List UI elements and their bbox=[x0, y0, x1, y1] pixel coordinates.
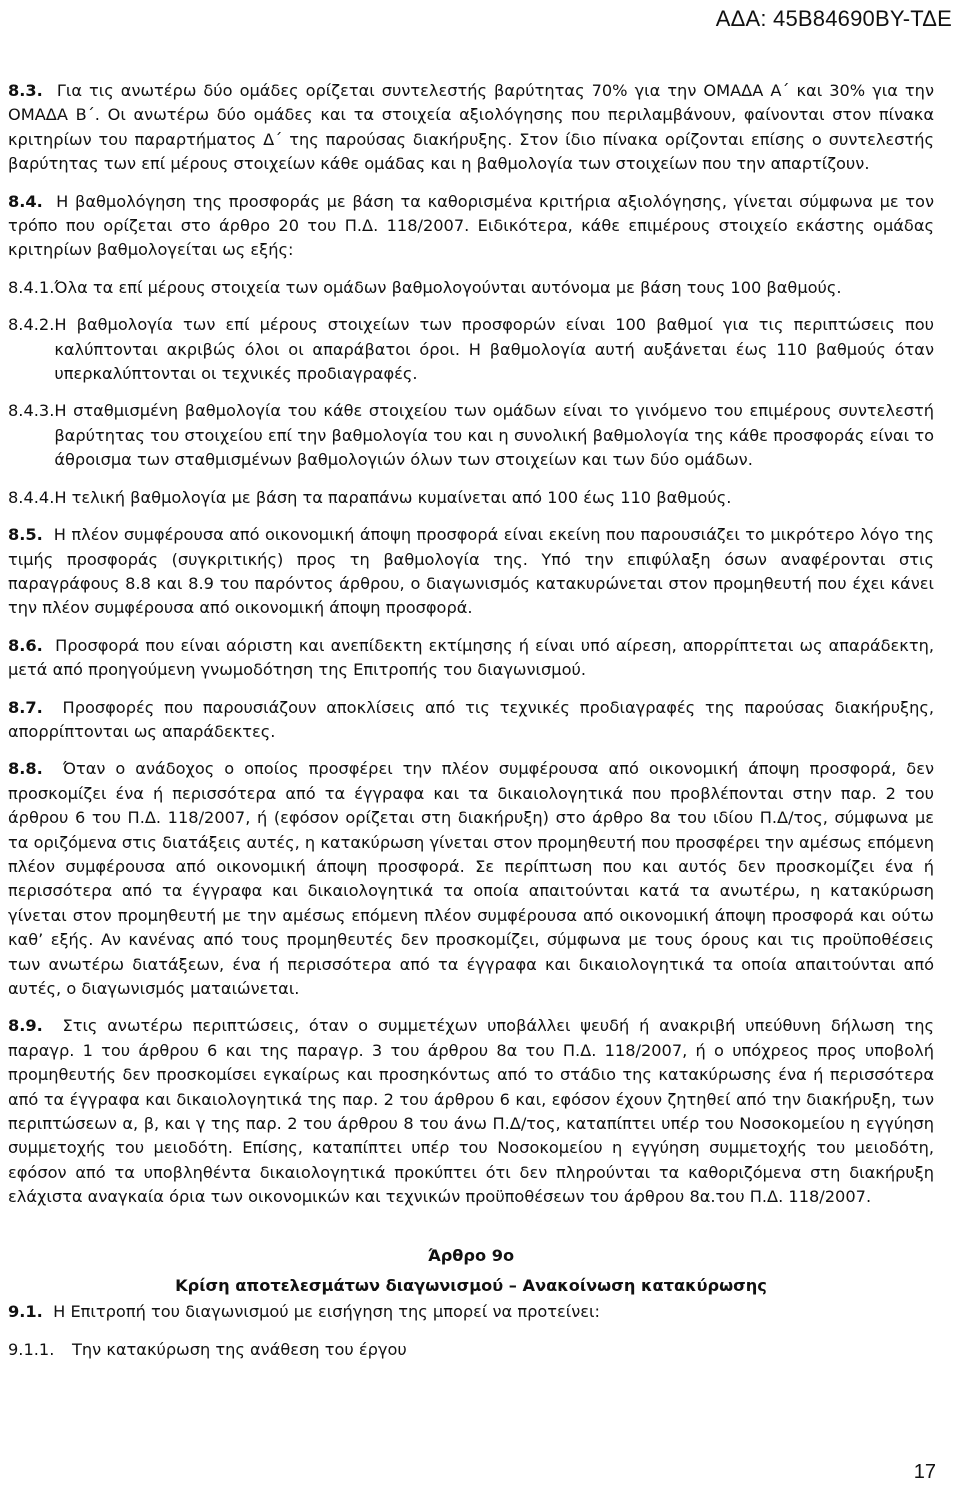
subparagraph-number: 8.4.4. bbox=[8, 487, 55, 507]
paragraph-number: 8.3. bbox=[8, 81, 43, 100]
paragraph-number: 8.7. bbox=[8, 697, 43, 717]
ada-code: ΑΔΑ: 45Β84690ΒΥ-ΤΔΕ bbox=[715, 6, 952, 31]
paragraph-text: Η πλέον συμφέρουσα από οικονομική άποψη προσφορά είναι εκείνη που παρουσιάζει το μικρότερο λόγο της τιμής προσφοράς (συγκριτικής) προς τη βαθμολογία της. Υπό την επιφύλαξη όσων αναφέρονται στις παραγράφους 8.8 και 8.9 του παρόντος άρθρου, ο διαγωνισμός κατακυρώνεται στον προμηθευτή που έχει κάνει την πλέον συμφέρουσα από οικονομική άποψη προσφορά. bbox=[8, 525, 934, 618]
subparagraph-8-4-3 bbox=[8, 399, 934, 472]
subparagraph-text: Όλα τα επί μέρους στοιχεία των ομάδων βαθμολογούνται αυτόνομα με βάση τους 100 βαθμούς. bbox=[54, 277, 842, 297]
subparagraph-number: 8.4.2. bbox=[8, 315, 55, 335]
document-body bbox=[8, 79, 934, 1362]
paragraph-text: Για τις ανωτέρω δύο ομάδες ορίζεται συντελεστής βαρύτητας 70% για την ΟΜΑΔΑ Α΄ και 30% για την ΟΜΑΔΑ Β΄. Οι ανωτέρω δύο ομάδες και τα στοιχεία αξιολόγησης που περιλαμβάνουν, φαίνονται στον πίνακα κριτηρίων του παραρτήματος Δ΄ της παρούσας διακήρυξης. Στον ίδιο πίνακα ορίζονται επίσης ο συντελεστής βαρύτητας των επί μέρους στοιχείων κάθε ομάδας και η βαθμολογία των στοιχείων που την απαρτίζουν. bbox=[8, 81, 934, 174]
subparagraph-number: 8.4.3. bbox=[8, 401, 55, 421]
article-title: Κρίση αποτελεσμάτων διαγωνισμού – Ανακοίνωση κατακύρωσης bbox=[175, 1276, 767, 1296]
subparagraph-text: Η βαθμολογία των επί μέρους στοιχείων των προσφορών είναι 100 βαθμοί για τις περιπτώσεις που καλύπτονται ακριβώς όλοι οι απαράβατοι όροι. Η βαθμολογία αυτή αυξάνεται έως 110 βαθμούς όταν υπερκαλύπτονται οι τεχνικές προδιαγραφές. bbox=[54, 315, 934, 384]
subparagraph-9-1-1 bbox=[8, 1338, 934, 1362]
subparagraph-number: 9.1.1. bbox=[8, 1339, 55, 1359]
paragraph-text: Η βαθμολόγηση της προσφοράς με βάση τα καθορισμένα κριτήρια αξιολόγησης, γίνεται σύμφωνα με τον τρόπο που ορίζεται στο άρθρο 20 του Π.Δ. 118/2007. Ειδικότερα, κάθε επιμέρους στοιχείο εκάστης ομάδας κριτηρίων βαθμολογείται ως εξής: bbox=[8, 191, 934, 260]
paragraph-number: 9.1. bbox=[8, 1302, 43, 1322]
paragraph-8-8 bbox=[8, 757, 934, 1001]
paragraph-text: Προσφορές που παρουσιάζουν αποκλίσεις από τις τεχνικές προδιαγραφές της παρούσας διακήρυξης, απορρίπτονται ως απαράδεκτες. bbox=[8, 697, 934, 741]
paragraph-number: 8.9. bbox=[8, 1016, 43, 1036]
paragraph-number: 8.8. bbox=[8, 759, 43, 779]
paragraph-8-6 bbox=[8, 634, 934, 683]
paragraph-text: Προσφορά που είναι αόριστη και ανεπίδεκτη εκτίμησης ή είναι υπό αίρεση, απορρίπτεται ως απαράδεκτη, μετά από προηγούμενη γνωμοδότηση της Επιτροπής του διαγωνισμού. bbox=[8, 635, 935, 680]
paragraph-8-3 bbox=[8, 79, 934, 177]
paragraph-8-5 bbox=[8, 523, 934, 621]
paragraph-number: 8.4. bbox=[8, 191, 43, 211]
subparagraph-8-4-1 bbox=[8, 276, 934, 300]
subparagraph-number: 8.4.1. bbox=[8, 277, 55, 297]
subparagraph-text: Την κατακύρωση της ανάθεση του έργου bbox=[72, 1339, 407, 1359]
paragraph-8-7 bbox=[8, 696, 934, 745]
paragraph-number: 8.6. bbox=[8, 635, 43, 655]
paragraph-number: 8.5. bbox=[8, 525, 43, 545]
paragraph-9-1 bbox=[8, 1300, 934, 1324]
subparagraph-text: Η σταθμισμένη βαθμολογία του κάθε στοιχείου των ομάδων είναι το γινόμενο του επιμέρους συντελεστή βαρύτητας του στοιχείου επί την βαθμολογία του και η συνολική βαθμολογία της κάθε προσφοράς είναι το άθροισμα των σταθμισμένων βαθμολογιών όλων των στοιχείων και των δύο ομάδων. bbox=[54, 401, 934, 470]
page-number: 17 bbox=[913, 1461, 936, 1483]
paragraph-text: Όταν ο ανάδοχος ο οποίος προσφέρει την πλέον συμφέρουσα από οικονομική άποψη προσφορά, δεν προσκομίζει ένα ή περισσότερα από τα έγγραφα και τα δικαιολογητικά που προβλέπονται στην παρ. 2 του άρθρου 6 του Π.Δ. 118/2007, ή (εφόσον ορίζεται στη διακήρυξη) στο άρθρο 8α του ιδίου Π.Δ/τος, σύμφωνα με τα οριζόμενα στις διατάξεις αυτές, η κατακύρωση γίνεται στον προμηθευτή που προσφέρει την αμέσως επόμενη πλέον συμφέρουσα από οικονομική άποψη προσφορά. Σε περίπτωση που και αυτός δεν προσκομίζει ένα ή περισσότερα από τα έγγραφα και δικαιολογητικά τα οποία απαιτούνται κατά τα ανωτέρω, η κατακύρωση γίνεται στον προμηθευτή με την αμέσως επόμενη πλέον συμφέρουσα από οικονομική άποψη προσφορά και ούτω καθ’ εξής. Αν κανένας από τους προμηθευτές δεν προσκομίζει, σύμφωνα με τους όρους και τις προϋποθέσεις των ανωτέρω διατάξεων, ένα ή περισσότερα από τα έγγραφα και δικαιολογητικά τα οποία απαιτούνται από αυτές, ο διαγωνισμός ματαιώνεται. bbox=[8, 759, 934, 998]
article-heading: Άρθρο 9ο bbox=[427, 1245, 515, 1265]
paragraph-text: Στις ανωτέρω περιπτώσεις, όταν ο συμμετέχων υποβάλλει ψευδή ή ανακριβή υπεύθυνη δήλωση της παραγρ. 1 του άρθρου 6 και της παραγρ. 3 του άρθρου 8α του Π.Δ. 118/2007, ή ο υπόχρεος προς υποβολή προμηθευτής δεν προσκομίσει εγκαίρως και προσηκόντως από το στάδιο της κατακύρωσης ένα ή περισσότερα από τα έγγραφα και δικαιολογητικά της παρ. 2 του άρθρου 6 και, εφόσον έχουν ζητηθεί από την διακήρυξη, των περιπτώσεων α, β, και γ της παρ. 2 του άρθρου 8 του άνω Π.Δ/τος, καταπίπτει υπέρ του Νοσοκομείου η εγγύηση συμμετοχής του μειοδότη. Επίσης, καταπίπτει υπέρ του Νοσοκομείου η εγγύηση συμμετοχής του μειοδότη, εφόσον από τα υποβληθέντα δικαιολογητικά προκύπτει ότι δεν πληρούνται τα καθοριζόμενα στη διακήρυξη ελάχιστα αναγκαία όρια των οικονομικών και τεχνικών προϋποθέσεων του άρθρου 8α.του Π.Δ. 118/2007. bbox=[8, 1016, 935, 1207]
paragraph-8-4 bbox=[8, 190, 934, 263]
paragraph-text: Η Επιτροπή του διαγωνισμού με εισήγηση της μπορεί να προτείνει: bbox=[53, 1302, 600, 1322]
subparagraph-text: Η τελική βαθμολογία με βάση τα παραπάνω κυμαίνεται από 100 έως 110 βαθμούς. bbox=[54, 487, 732, 507]
subparagraph-8-4-2 bbox=[8, 313, 934, 386]
paragraph-8-9 bbox=[8, 1014, 934, 1209]
subparagraph-8-4-4 bbox=[8, 486, 934, 510]
